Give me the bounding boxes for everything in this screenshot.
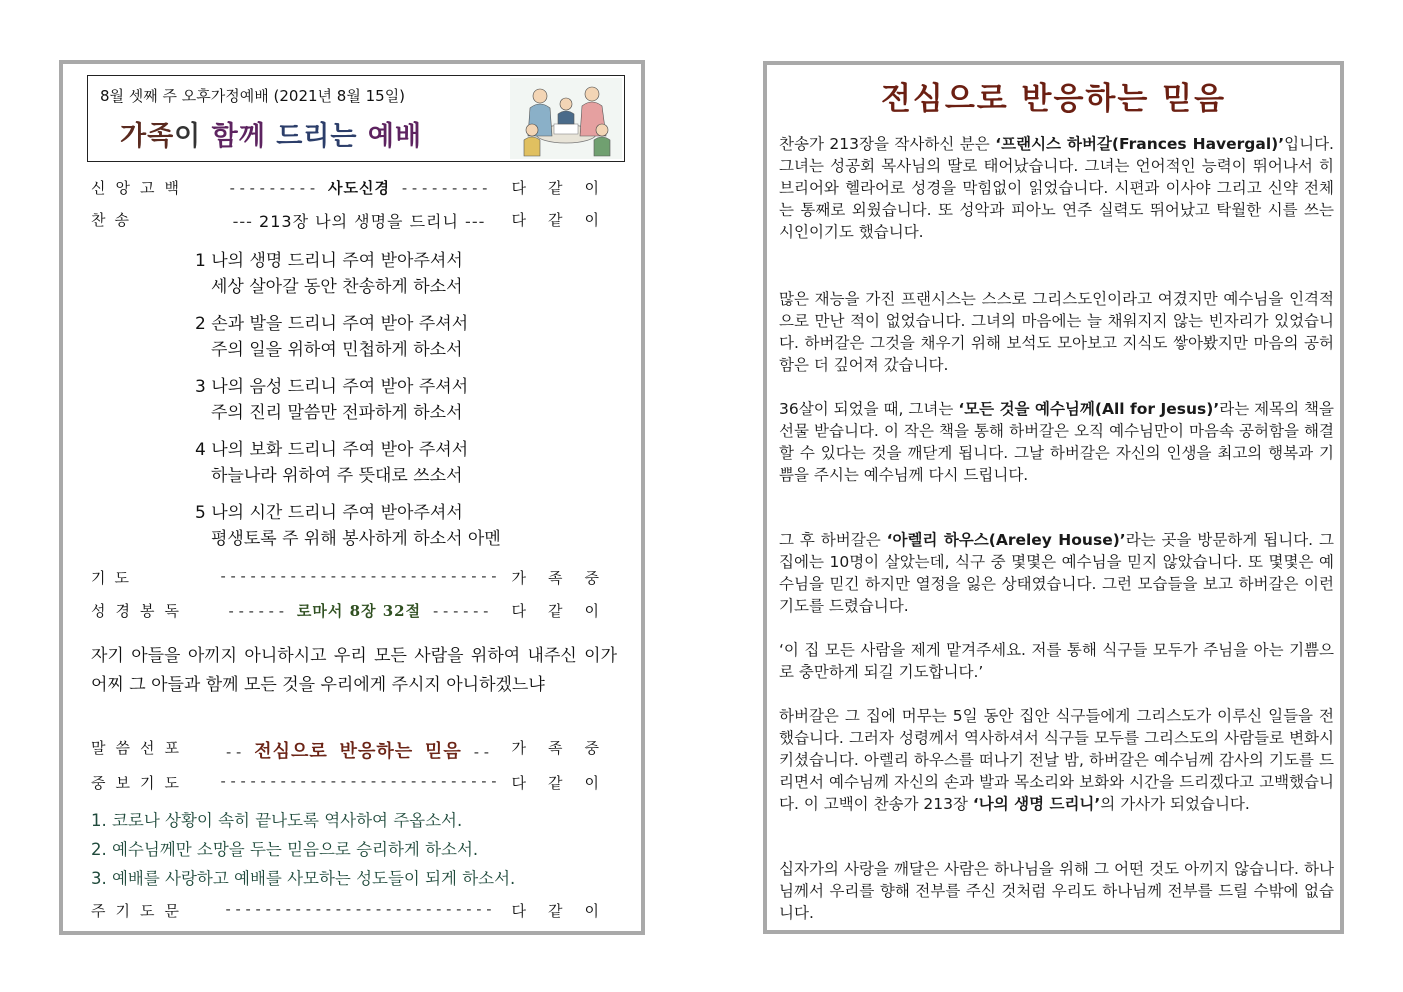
sermon-title: 전심으로 반응하는 믿음 — [254, 741, 462, 762]
order-label: 말씀선포 — [91, 739, 189, 757]
order-leader: 다같이 — [511, 179, 621, 197]
order-leader: 다같이 — [511, 602, 621, 620]
hymn-verse — [195, 437, 468, 489]
title-part: 드리는 — [265, 121, 368, 152]
verse-line: 5 나의 시간 드리니 주여 받아주셔서 — [195, 503, 463, 523]
order-row-creed — [87, 177, 621, 203]
sermon-paragraph: 많은 재능을 가진 프랜시스는 스스로 그리스도인이라고 여겼지만 예수님을 인격적으로 만난 적이 없었습니다. 그녀의 마음에는 늘 채워지지 않는 빈자리가 있었습니다. 하버갈은 그것을 채우기 위해 보석도 모아보고 지식도 쌓아봤지만 마음의 공허함은 더 깊어져 갔습니다. — [779, 290, 1334, 374]
worship-header — [87, 75, 625, 162]
title-part: 함께 — [211, 121, 266, 152]
order-label: 주기도문 — [91, 902, 189, 920]
order-row-sermon — [87, 737, 621, 765]
order-label: 기 도 — [91, 569, 130, 587]
order-leader: 다같이 — [511, 902, 621, 920]
prayer-item: 1. 코로나 상황이 속히 끝나도록 역사하여 주옵소서. — [91, 811, 463, 830]
header-subtitle: 8월 셋째 주 오후가정예배 (2021년 8월 15일) — [100, 87, 406, 105]
order-row-reading — [87, 600, 621, 626]
verse-line: 주의 일을 위하여 민첩하게 하소서 — [211, 340, 463, 360]
sermon-paragraph: 하버갈은 그 집에 머무는 5일 동안 집안 식구들에게 그리스도가 이루신 일들을 전했습니다. 그러자 성령께서 역사하셔서 식구들 모두를 그리스도의 사람들로 변화시키셨습니다. 아렐리 하우스를 떠나기 전날 밤, 하버갈은 예수님께 감사의 기도를 드리면서 예수님께 자신의 손과 발과 목소리와 보화와 시간을 드리겠다고 고백했습니다. 이 고백이 찬송가 213장 ‘나의 생명 드리니’의 가사가 되었습니다. — [779, 707, 1334, 813]
order-content: --- 213장 나의 생명을 드리니 --- — [232, 212, 486, 231]
prayer-item: 3. 예배를 사랑하고 예배를 사모하는 성도들이 되게 하소서. — [91, 869, 516, 888]
verse-line: 2 손과 발을 드리니 주여 받아 주셔서 — [195, 314, 469, 334]
header-title — [120, 114, 422, 153]
order-content: ------ 로마서 8장 32절 ------ — [226, 602, 492, 620]
order-content: -- 전심으로 반응하는 믿음 -- — [224, 741, 492, 762]
hymn-verse — [195, 248, 463, 300]
title-part: 이 — [174, 121, 212, 152]
sermon-paragraph: 36살이 되었을 때, 그녀는 ‘모든 것을 예수님께(All for Jesus)’라는 제목의 책을 선물 받습니다. 이 작은 책을 통해 하버갈은 오직 예수님만이 마음속 공허함을 해결할 수 있다는 것을 깨닫게 됩니다. 그날 하버갈은 자신의 인생을 최고의 행복과 기쁨을 주시는 예수님께 다시 드립니다. — [779, 400, 1334, 484]
order-leader: 가족중 — [511, 569, 621, 587]
sermon-paragraph: ‘이 집 모든 사람을 제게 맡겨주세요. 저를 통해 식구들 모두가 주님을 아는 기쁨으로 충만하게 되길 기도합니다.’ — [779, 641, 1334, 681]
order-leader: 다같이 — [511, 211, 621, 229]
hymn-verse — [195, 500, 501, 552]
hymn-title: 213장 나의 생명을 드리니 — [259, 212, 459, 231]
prayer-item: 2. 예수님께만 소망을 두는 믿음으로 승리하게 하소서. — [91, 840, 479, 859]
scripture-text: 자기 아들을 아끼지 아니하시고 우리 모든 사람을 위하여 내주신 이가 어찌 그 아들과 함께 모든 것을 우리에게 주시지 아니하겠느냐 — [91, 646, 617, 695]
order-row-hymn — [87, 209, 621, 235]
family-illustration — [510, 78, 622, 159]
scripture-reference: 로마서 8장 32절 — [296, 602, 422, 620]
order-leader: 가족중 — [511, 739, 621, 757]
title-part: 가족 — [120, 121, 175, 152]
sermon-paragraph: 그 후 하버갈은 ‘아렐리 하우스(Areley House)’라는 곳을 방문하게 됩니다. 그 집에는 10명이 살았는데, 식구 중 몇몇은 예수님을 믿지 않았습니다. 또 몇몇은 예수님을 믿긴 하지만 열정을 잃은 상태였습니다. 그런 모습들을 보고 하버갈은 이런 기도를 드렸습니다. — [779, 531, 1334, 615]
verse-line: 평생토록 주 위해 봉사하게 하소서 아멘 — [211, 529, 501, 549]
sermon-heading: 전심으로 반응하는 믿음 — [880, 81, 1227, 117]
verse-line: 주의 진리 말씀만 전파하게 하소서 — [211, 403, 463, 423]
order-label: 신앙고백 — [91, 179, 189, 197]
worship-order-panel — [59, 60, 645, 935]
order-content: ---------------------------- — [218, 567, 500, 585]
verse-line: 세상 살아갈 동안 찬송하게 하소서 — [211, 277, 463, 297]
title-part: 예배 — [367, 121, 423, 152]
order-content: ---------------------------- — [218, 772, 500, 790]
hymn-verse — [195, 311, 468, 363]
sermon-paragraph: 십자가의 사랑을 깨달은 사람은 하나님을 위해 그 어떤 것도 아끼지 않습니다. 하나님께서 우리를 향해 전부를 주신 것처럼 우리도 하나님께 전부를 드릴 수밖에 없습니다. — [779, 860, 1334, 922]
order-row-lords-prayer — [87, 900, 621, 926]
order-content: --------------------------- — [223, 900, 495, 918]
order-row-intercession — [87, 772, 621, 798]
order-row-prayer — [87, 567, 621, 593]
order-content: --------- 사도신경 --------- — [227, 179, 491, 197]
order-label: 중보기도 — [91, 774, 189, 792]
prayer-list — [91, 806, 621, 893]
hymn-verse — [195, 374, 468, 426]
sermon-panel — [763, 61, 1344, 934]
sermon-paragraph: 찬송가 213장을 작사하신 분은 ‘프랜시스 하버갈(Frances Havergal)’입니다. 그녀는 성공회 목사님의 딸로 태어났습니다. 그녀는 언어적인 능력이 뛰어나서 히브리어와 헬라어로 성경을 막힘없이 읽었습니다. 시편과 이사야 그리고 신약 전체는 통째로 외웠습니다. 또 성악과 피아노 연주 실력도 뛰어났고 탁월한 시를 쓰는 시인이기도 했습니다. — [779, 135, 1334, 241]
verse-line: 3 나의 음성 드리니 주여 받아 주셔서 — [195, 377, 469, 397]
verse-line: 4 나의 보화 드리니 주여 받아 주셔서 — [195, 440, 469, 460]
creed-name: 사도신경 — [328, 179, 390, 197]
verse-line: 하늘나라 위하여 주 뜻대로 쓰소서 — [211, 466, 463, 486]
order-leader: 다같이 — [511, 774, 621, 792]
verse-line: 1 나의 생명 드리니 주여 받아주셔서 — [195, 251, 463, 271]
order-label: 성경봉독 — [91, 602, 189, 620]
order-label: 찬 송 — [91, 211, 130, 229]
